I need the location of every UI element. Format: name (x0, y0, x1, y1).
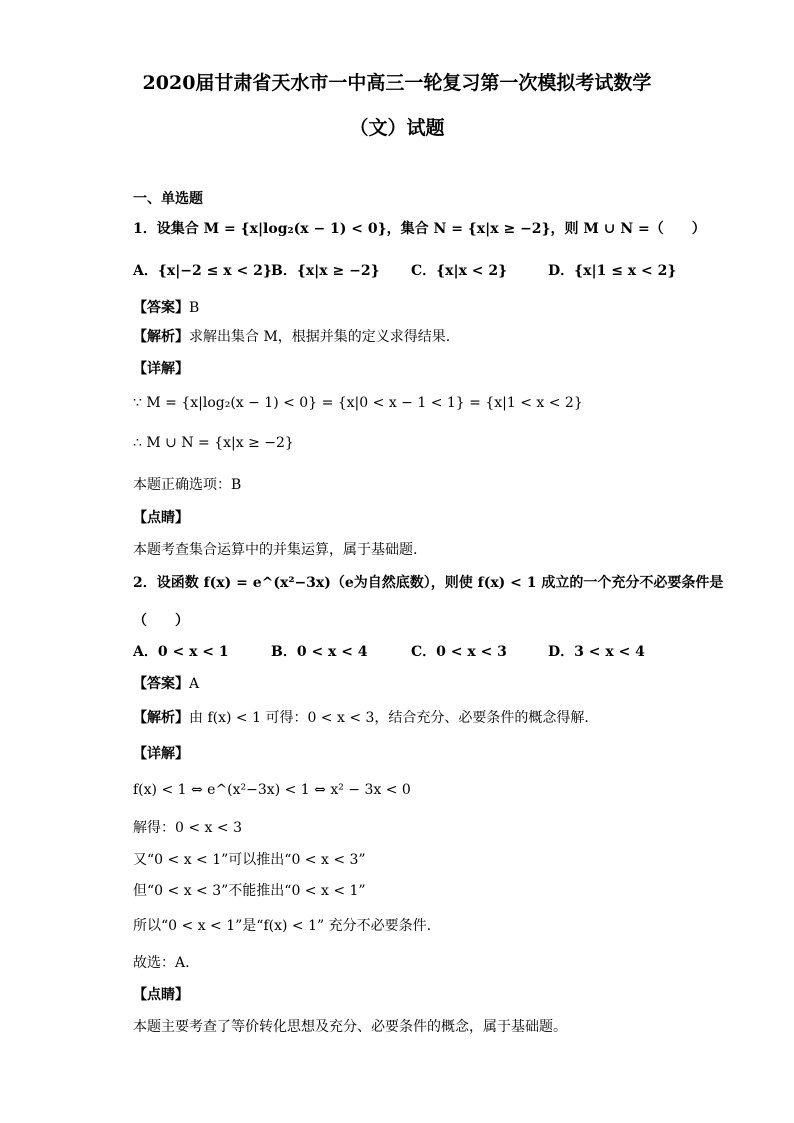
q2-detail-2: 解得：0 < x < 3 (133, 820, 242, 836)
q2-detail-4: 但“0 < x < 3”不能推出“0 < x < 1” (133, 883, 366, 899)
q2-stem-line-2: （ ） (133, 613, 189, 629)
q1-option-b: B．{x|x ≥ −2} (271, 263, 380, 279)
q1-option-a: A．{x|−2 ≤ x < 2} (133, 263, 272, 279)
q1-option-c: C．{x|x < 2} (411, 263, 508, 279)
q2-analysis-row (133, 707, 589, 727)
q1-analysis-label: 【解析】 (133, 329, 189, 345)
q2-analysis-label: 【解析】 (133, 710, 189, 726)
q2-analysis: 由 f(x) < 1 可得：0 < x < 3，结合充分、必要条件的概念得解. (189, 710, 589, 726)
q2-option-c: C．0 < x < 3 (411, 644, 507, 660)
q2-answer: A (189, 676, 200, 692)
q1-detail-label: 【详解】 (133, 361, 189, 377)
q2-comment: 本题主要考查了等价转化思想及充分、必要条件的概念，属于基础题。 (133, 1019, 567, 1035)
q1-analysis: 求解出集合 M，根据并集的定义求得结果. (189, 329, 451, 345)
q2-detail-5: 所以“0 < x < 1”是“f(x) < 1” 充分不必要条件. (133, 918, 432, 934)
q1-answer-label: 【答案】 (133, 300, 189, 316)
q2-detail-3: 又“0 < x < 1”可以推出“0 < x < 3” (133, 852, 366, 868)
q1-answer: B (189, 300, 200, 316)
q2-comment-label: 【点睛】 (133, 987, 189, 1003)
q1-option-d: D．{x|1 ≤ x < 2} (548, 263, 677, 279)
title-line-1: 2020届甘肃省天水市一中高三一轮复习第一次模拟考试数学 (142, 72, 652, 94)
q1-stem: 1．设集合 M = {x|log₂(x − 1) < 0}，集合 N = {x|x ≥ −2}，则 M ∪ N =（ ） (133, 221, 706, 237)
q2-option-a: A．0 < x < 1 (133, 644, 229, 660)
q2-option-d: D．3 < x < 4 (548, 644, 645, 660)
q1-correct-option: 本题正确选项：B (133, 477, 242, 493)
q1-comment-label: 【点睛】 (133, 510, 189, 526)
q1-comment: 本题考查集合运算中的并集运算，属于基础题. (133, 542, 418, 558)
q2-answer-row (133, 673, 199, 693)
q2-answer-label: 【答案】 (133, 676, 189, 692)
title-line-2: （文）试题 (349, 117, 445, 139)
q2-detail-1: f(x) < 1 ⇔ e^(x²−3x) < 1 ⇔ x² − 3x < 0 (133, 782, 411, 798)
q2-detail-label: 【详解】 (133, 746, 189, 762)
section-heading: 一、单选题 (133, 191, 203, 207)
q1-analysis-row (133, 326, 450, 346)
q1-detail-2: ∴ M ∪ N = {x|x ≥ −2} (133, 435, 294, 451)
q1-detail-1: ∵ M = {x|log₂(x − 1) < 0} = {x|0 < x − 1 < 1} = {x|1 < x < 2} (133, 395, 583, 411)
q1-answer-row (133, 297, 199, 317)
q2-conclusion: 故选：A. (133, 955, 190, 971)
q2-stem-line-1: 2．设函数 f(x) = e^(x²−3x)（e为自然底数），则使 f(x) < 1 成立的一个充分不必要条件是 (133, 575, 724, 591)
q2-option-b: B．0 < x < 4 (271, 644, 368, 660)
